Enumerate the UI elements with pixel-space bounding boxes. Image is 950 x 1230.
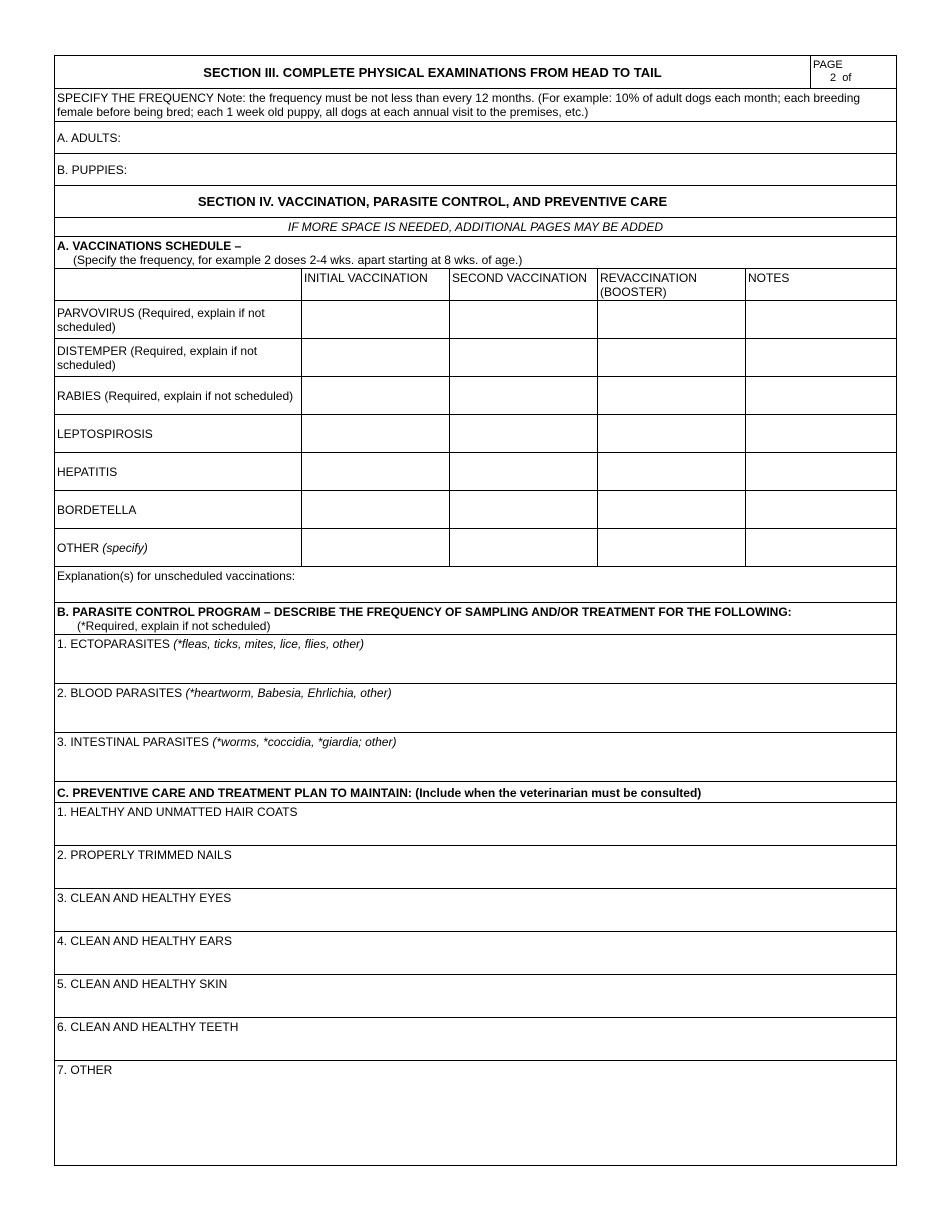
section3-header: [55, 56, 896, 89]
intestinal-parasites-field[interactable]: [55, 733, 896, 782]
column-header-vaccine-name: [55, 269, 302, 301]
vaccine-name-cell: [55, 529, 302, 567]
revaccination-field[interactable]: [598, 301, 746, 339]
parasite-heading-row: [55, 603, 896, 635]
parasite-heading: B. PARASITE CONTROL PROGRAM – DESCRIBE THE FREQUENCY OF SAMPLING AND/OR TREATMENT FOR THE FOLLOWING:: [57, 605, 792, 619]
intestinal-parasites-label: [57, 735, 396, 749]
preventive-item-label: 5. CLEAN AND HEALTHY SKIN: [57, 977, 228, 991]
column-header-notes: NOTES: [746, 269, 896, 301]
second-vaccination-field[interactable]: [450, 491, 598, 529]
puppies-label: B. PUPPIES:: [57, 163, 128, 177]
initial-vaccination-field[interactable]: [302, 339, 450, 377]
preventive-item-ears[interactable]: [55, 932, 896, 975]
preventive-item-eyes[interactable]: [55, 889, 896, 932]
revaccination-field[interactable]: [598, 377, 746, 415]
second-vaccination-field[interactable]: [450, 453, 598, 491]
vaccination-heading: A. VACCINATIONS SCHEDULE –: [57, 239, 242, 253]
adults-label: A. ADULTS:: [57, 131, 121, 145]
section3-title: SECTION III. COMPLETE PHYSICAL EXAMINATIONS FROM HEAD TO TAIL: [203, 65, 662, 80]
vaccine-name: RABIES (Required, explain if not scheduled): [57, 388, 294, 403]
vaccine-name: HEPATITIS: [57, 464, 118, 479]
preventive-heading-row: [55, 782, 896, 803]
preventive-heading: C. PREVENTIVE CARE AND TREATMENT PLAN TO MAINTAIN: (Include when the veterinarian must be consulted): [57, 786, 702, 800]
revaccination-field[interactable]: [598, 453, 746, 491]
section4-title: SECTION IV. VACCINATION, PARASITE CONTROL, AND PREVENTIVE CARE: [197, 194, 668, 209]
vaccine-name-cell: [55, 339, 302, 377]
initial-vaccination-field[interactable]: [302, 377, 450, 415]
ectoparasites-detail: (*fleas, ticks, mites, lice, flies, other): [173, 637, 364, 651]
blood-parasites-field[interactable]: [55, 684, 896, 733]
preventive-item-label: 4. CLEAN AND HEALTHY EARS: [57, 934, 232, 948]
revaccination-field[interactable]: [598, 339, 746, 377]
vaccine-name: BORDETELLA: [57, 502, 137, 517]
puppies-field[interactable]: [55, 154, 896, 186]
vaccine-name: DISTEMPER (Required, explain if not scheduled): [57, 343, 258, 372]
vaccine-name-suffix: (specify): [102, 540, 148, 555]
notes-field[interactable]: [746, 377, 896, 415]
notes-field[interactable]: [746, 453, 896, 491]
notes-field[interactable]: [746, 491, 896, 529]
initial-vaccination-field[interactable]: [302, 453, 450, 491]
ectoparasites-field[interactable]: [55, 635, 896, 684]
preventive-item-hair[interactable]: [55, 803, 896, 846]
ectoparasites-label: [57, 637, 364, 651]
second-vaccination-field[interactable]: [450, 415, 598, 453]
vaccine-name: OTHER: [57, 540, 103, 555]
vaccine-name-cell: [55, 491, 302, 529]
initial-vaccination-field[interactable]: [302, 301, 450, 339]
preventive-item-label: 6. CLEAN AND HEALTHY TEETH: [57, 1020, 239, 1034]
preventive-item-label: 3. CLEAN AND HEALTHY EYES: [57, 891, 232, 905]
column-header-second-vaccination: SECOND VACCINATION: [450, 269, 598, 301]
initial-vaccination-field[interactable]: [302, 529, 450, 567]
notes-field[interactable]: [746, 415, 896, 453]
space-note-row: [55, 218, 896, 237]
vaccine-name-cell: [55, 415, 302, 453]
vaccine-name: LEPTOSPIROSIS: [57, 426, 153, 441]
preventive-item-label: 7. OTHER: [57, 1063, 113, 1077]
explanation-label: Explanation(s) for unscheduled vaccinations:: [57, 569, 296, 583]
section4-header: [55, 186, 896, 218]
intestinal-parasites-detail: (*worms, *coccidia, *giardia; other): [212, 735, 397, 749]
vaccine-name-cell: [55, 453, 302, 491]
column-header-initial-vaccination: INITIAL VACCINATION: [302, 269, 450, 301]
frequency-note: SPECIFY THE FREQUENCY Note: the frequency must be not less than every 12 months. (For example: 10% of adult dogs each month; each breeding female before being bred; each 1 week old puppy, all dogs at each annual visit to the premises, etc.): [57, 91, 861, 119]
initial-vaccination-field[interactable]: [302, 415, 450, 453]
notes-field[interactable]: [746, 301, 896, 339]
vaccine-name-cell: [55, 377, 302, 415]
preventive-item-teeth[interactable]: [55, 1018, 896, 1061]
page-number: 2: [830, 72, 837, 84]
revaccination-field[interactable]: [598, 415, 746, 453]
initial-vaccination-field[interactable]: [302, 491, 450, 529]
preventive-item-other[interactable]: [55, 1061, 896, 1165]
notes-field[interactable]: [746, 339, 896, 377]
page-label: PAGE: [813, 59, 843, 71]
vaccination-heading-row: [55, 237, 896, 269]
preventive-item-label: 1. HEALTHY AND UNMATTED HAIR COATS: [57, 805, 298, 819]
form-page: [54, 55, 897, 1166]
second-vaccination-field[interactable]: [450, 301, 598, 339]
blood-parasites-title: 2. BLOOD PARASITES: [57, 686, 186, 700]
blood-parasites-detail: (*heartworm, Babesia, Ehrlichia, other): [185, 686, 392, 700]
ectoparasites-title: 1. ECTOPARASITES: [57, 637, 174, 651]
revaccination-field[interactable]: [598, 529, 746, 567]
parasite-subheading: (*Required, explain if not scheduled): [77, 619, 271, 633]
notes-field[interactable]: [746, 529, 896, 567]
vaccination-subheading: (Specify the frequency, for example 2 doses 2-4 wks. apart starting at 8 wks. of age.): [73, 253, 523, 267]
explanation-field[interactable]: [55, 566, 896, 603]
adults-field[interactable]: [55, 122, 896, 154]
column-header-revaccination: REVACCINATION (BOOSTER): [598, 269, 746, 301]
revaccination-field[interactable]: [598, 491, 746, 529]
preventive-item-skin[interactable]: [55, 975, 896, 1018]
page-of: of: [842, 72, 852, 84]
blood-parasites-label: [57, 686, 392, 700]
second-vaccination-field[interactable]: [450, 529, 598, 567]
vaccine-name-cell: [55, 301, 302, 339]
frequency-note-row[interactable]: [55, 89, 896, 122]
preventive-item-nails[interactable]: [55, 846, 896, 889]
preventive-item-label: 2. PROPERLY TRIMMED NAILS: [57, 848, 232, 862]
space-note: IF MORE SPACE IS NEEDED, ADDITIONAL PAGES MAY BE ADDED: [287, 220, 664, 234]
page-number-box[interactable]: [810, 56, 896, 89]
second-vaccination-field[interactable]: [450, 339, 598, 377]
intestinal-parasites-title: 3. INTESTINAL PARASITES: [57, 735, 213, 749]
second-vaccination-field[interactable]: [450, 377, 598, 415]
vaccine-name: PARVOVIRUS (Required, explain if not scheduled): [57, 305, 265, 334]
